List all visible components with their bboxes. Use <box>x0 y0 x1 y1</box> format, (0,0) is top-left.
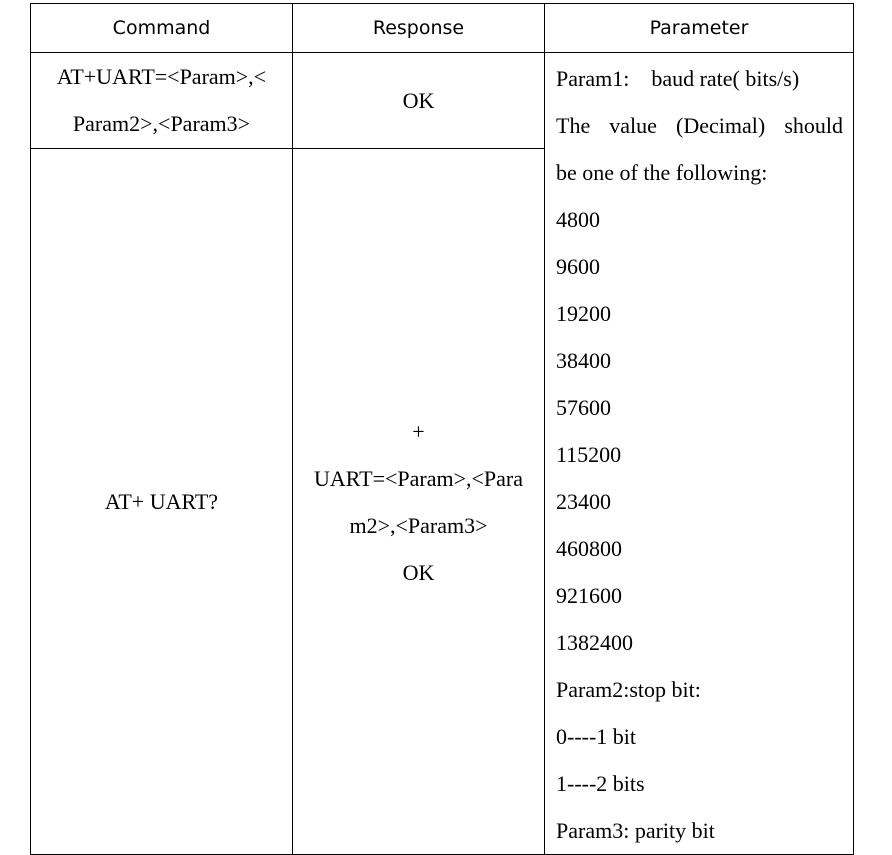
header-parameter: Parameter <box>545 4 854 53</box>
value-word: value <box>609 113 657 138</box>
baud-rate-item: 921600 <box>556 583 622 608</box>
parameter-cell <box>545 53 854 855</box>
param1-line <box>556 55 843 102</box>
query-response-line-3: m2>,<Param3> <box>349 513 488 539</box>
value-line-2: be one of the following: <box>556 160 768 185</box>
query-command: AT+ UART? <box>104 488 219 514</box>
query-command-cell <box>31 148 293 854</box>
baud-rate-item: 1382400 <box>556 630 633 655</box>
header-response: Response <box>293 4 545 53</box>
baud-rate-item: 57600 <box>556 395 611 420</box>
set-response-ok: OK <box>402 87 435 113</box>
param2-line: Param2:stop bit: <box>556 677 701 702</box>
set-command-line-1: AT+UART=<Param>,< <box>56 64 267 90</box>
stop-bit-option: 1----2 bits <box>556 771 645 796</box>
baud-rate-item: 23400 <box>556 489 611 514</box>
table-row <box>31 53 854 149</box>
query-response <box>293 406 544 596</box>
baud-rate-item: 460800 <box>556 536 622 561</box>
query-response-line-1: + <box>412 419 425 445</box>
table-header-row <box>31 4 854 53</box>
baud-rate-item: 4800 <box>556 207 600 232</box>
value-word: The <box>556 113 591 138</box>
baud-rate-item: 9600 <box>556 254 600 279</box>
param3-line: Param3: parity bit <box>556 818 715 843</box>
param1-desc: baud rate( bits/s) <box>651 66 800 91</box>
query-response-cell <box>293 148 545 854</box>
value-line <box>556 102 843 149</box>
baud-rate-item: 115200 <box>556 442 622 467</box>
at-command-table <box>30 3 854 855</box>
param1-label: Param1: <box>556 66 630 91</box>
set-response-cell <box>293 53 545 149</box>
set-command-cell <box>31 53 293 149</box>
set-command-line-2: Param2>,<Param3> <box>72 111 251 137</box>
header-command: Command <box>31 4 293 53</box>
query-response-line-2: UART=<Param>,<Para <box>314 466 523 492</box>
baud-rate-item: 38400 <box>556 348 611 373</box>
value-word: (Decimal) <box>676 113 766 138</box>
stop-bit-option: 0----1 bit <box>556 724 637 749</box>
query-response-line-4: OK <box>402 560 435 586</box>
baud-rate-item: 19200 <box>556 301 611 326</box>
value-word: should <box>784 113 843 138</box>
parameter-list <box>545 55 853 854</box>
